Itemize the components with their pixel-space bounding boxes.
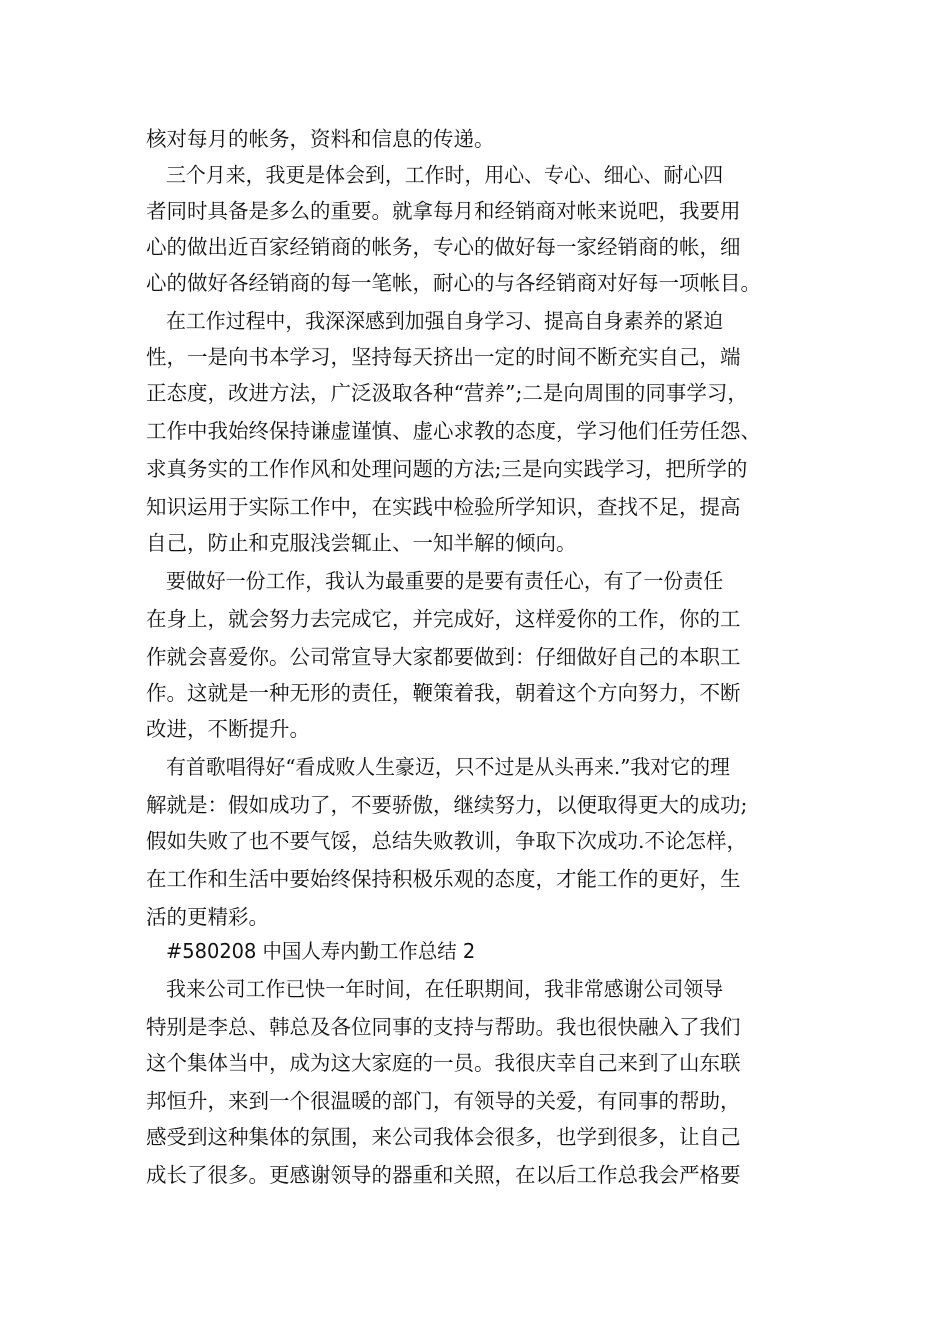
text-line: 正态度，改进方法，广泛汲取各种“营养”;二是向周围的同事学习， [146, 381, 748, 405]
text-line: 知识运用于实际工作中，在实践中检验所学知识，查找不足，提高 [146, 495, 741, 519]
text-line: 邦恒升，来到一个很温暖的部门，有领导的关爱，有同事的帮助， [146, 1089, 741, 1113]
paragraph-first-line: 在工作过程中，我深深感到加强自身学习、提高自身素养的紧迫 [166, 309, 724, 333]
section-heading: #580208 中国人寿内勤工作总结 2 [166, 939, 476, 963]
text-line: 假如失败了也不要气馁，总结失败教训，争取下次成功.不论怎样， [146, 829, 748, 853]
text-line: 改进，不断提升。 [146, 717, 310, 741]
paragraph-first-line: 要做好一份工作，我认为最重要的是要有责任心，有了一份责任 [166, 569, 724, 593]
text-line: 活的更精彩。 [146, 905, 269, 929]
text-line: 作。这就是一种无形的责任，鞭策着我，朝着这个方向努力，不断 [146, 681, 741, 705]
paragraph-first-line: 我来公司工作已快一年时间，在任职期间，我非常感谢公司领导 [166, 977, 724, 1001]
text-line: 作就会喜爱你。公司常宣导大家都要做到：仔细做好自己的本职工 [146, 645, 741, 669]
text-line: 在工作和生活中要始终保持积极乐观的态度，才能工作的更好，生 [146, 867, 741, 891]
text-line: 成长了很多。更感谢领导的器重和关照，在以后工作总我会严格要 [146, 1163, 741, 1187]
text-line: 求真务实的工作作风和处理问题的方法;三是向实践学习，把所学的 [146, 457, 748, 481]
text-line: 核对每月的帐务，资料和信息的传递。 [146, 127, 495, 151]
text-line: 心的做好各经销商的每一笔帐，耐心的与各经销商对好每一项帐目。 [146, 271, 761, 295]
text-line: 工作中我始终保持谦虚谨慎、虚心求教的态度，学习他们任劳任怨、 [146, 419, 761, 443]
text-line: 解就是：假如成功了，不要骄傲，继续努力，以便取得更大的成功; [146, 793, 748, 817]
text-line: 心的做出近百家经销商的帐务，专心的做好每一家经销商的帐，细 [146, 235, 741, 259]
text-line: 性，一是向书本学习，坚持每天挤出一定的时间不断充实自己，端 [146, 345, 741, 369]
text-line: 这个集体当中，成为这大家庭的一员。我很庆幸自己来到了山东联 [146, 1051, 741, 1075]
text-line: 者同时具备是多么的重要。就拿每月和经销商对帐来说吧，我要用 [146, 199, 741, 223]
paragraph-first-line: 三个月来，我更是体会到，工作时，用心、专心、细心、耐心四 [166, 163, 724, 187]
text-line: 感受到这种集体的氛围，来公司我体会很多，也学到很多，让自己 [146, 1125, 741, 1149]
text-line: 在身上，就会努力去完成它，并完成好，这样爱你的工作，你的工 [146, 607, 741, 631]
paragraph-first-line: 有首歌唱得好“看成败人生豪迈，只不过是从头再来.”我对它的理 [166, 755, 730, 779]
text-line: 自己，防止和克服浅尝辄止、一知半解的倾向。 [146, 531, 577, 555]
text-line: 特别是李总、韩总及各位同事的支持与帮助。我也很快融入了我们 [146, 1015, 741, 1039]
